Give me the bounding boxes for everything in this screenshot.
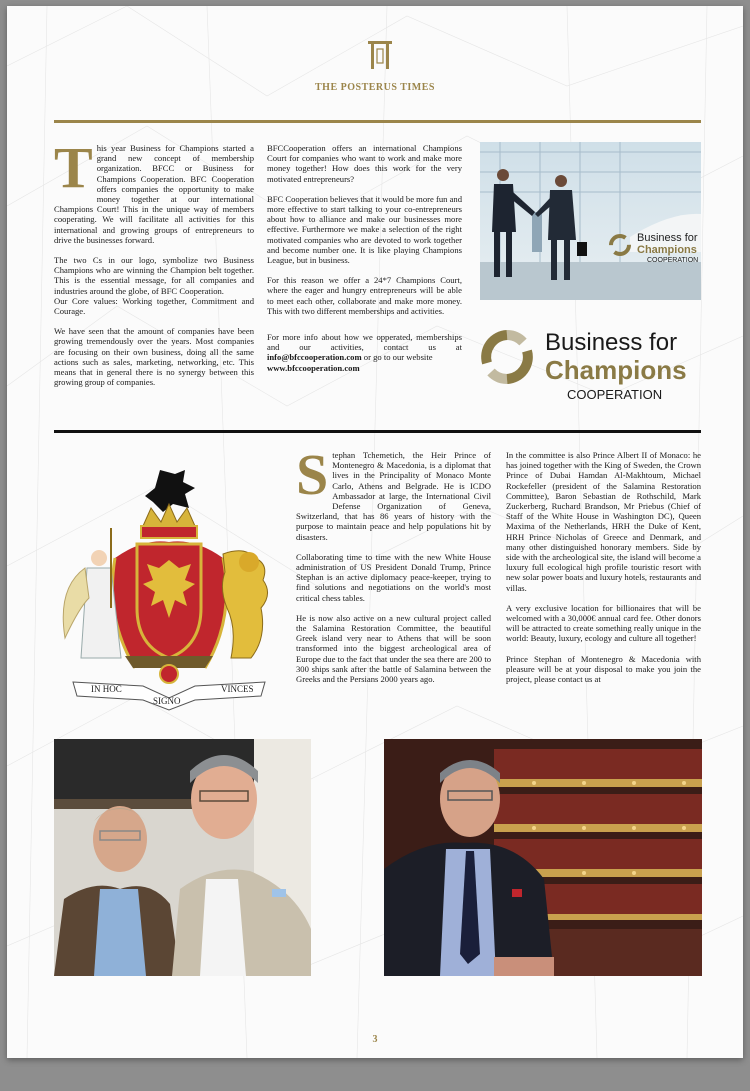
photo-badge-line1: Business for — [637, 232, 698, 244]
article1-p1: his year Business for Champions started a grand new concept of membership organization. BFCC or Business for Champions Cooperation. BFC Cooperation offers companies the opportunity to make money together at our international Champions Court! This in the unique way of members cooperating. We will facilitate all activities for this international and growing groups of entrepreneurs to drive the businesses forward. — [54, 143, 254, 245]
coat-of-arms-illustration — [55, 468, 283, 713]
article1-contact: For more info about how we opperated, memberships and our activities, contact us at info@bfccooperation.com or go to our website www.bfccooperation.com — [267, 332, 462, 373]
page-number: 3 — [372, 1034, 378, 1045]
logo-line1: Business for — [545, 329, 678, 356]
bfc-logo — [477, 324, 707, 404]
article1-p2: The two Cs in our logo, symbolize two Business Champions who are winning the Champion belt together. This is the essential message, for all companies and industries around the globe, of BFC Cooperation. — [54, 255, 254, 296]
article1-column2 — [267, 143, 462, 383]
pi-logo-icon — [367, 40, 393, 70]
two-men-photo — [54, 739, 311, 976]
coat-of-arms — [55, 468, 283, 713]
article1-column1 — [54, 135, 254, 397]
handshake-illustration — [480, 142, 701, 300]
article2-column1 — [296, 442, 491, 694]
handshake-photo — [480, 142, 701, 300]
theater-photo — [384, 739, 702, 976]
photo-badge-line2: Champions — [637, 244, 697, 256]
bfc-cc-icon — [479, 329, 535, 385]
logo-line2: Champions — [545, 355, 687, 385]
black-divider — [54, 430, 701, 433]
article2-col2-p3: Prince Stephan of Montenegro & Macedonia with pleasure will be at your disposal to make you join the project, please contact us at — [506, 653, 701, 685]
dropcap-s: S — [296, 442, 329, 507]
article2-p1: tephan Tchemetich, the Heir Prince of Montenegro & Macedonia, is a diplomat that lives in the Principality of Monaco Monte Carlo, Athens and Belgrade. He is ICDO Ambassador at large, the International Civil Defense Organization of Geneva, Switzerland, that has 86 years of history with the purpose to maintain peace and help populations hit by disasters. — [296, 450, 491, 542]
dropcap-t: T — [54, 135, 93, 200]
article1-col2-p3: For this reason we offer a 24*7 Champions Court, where the eager and hungry entrepreneurs will be able to meet each other, collaborate and make more money. This with two different memberships and activities. — [267, 275, 462, 316]
article2-col2-p1: In the committee is also Prince Albert II of Monaco: he has joined together with the King of Sweden, the Crown Prince of Dubai Hamdan Al-Makhtoum, Michael Rockefeller (president of the Salamina Restoration Committee), Baron Sebastian de Rothschild, Mark Zuckerberg, Ruchard Brandson, Mr Priebus (Chief of Staff of the White House in Washington DC), Queen Maxima of the Netherlands, HRH the Duke of Kent, HRH Prince Nicholas of Greece and Denmark, and many other distinguished honorary members. Side by side with the archeological site, the island will become a luxury full ecological high profile touristic resort with new solar power boats and luxury hotels, restaurants and villas. — [506, 450, 701, 593]
website-link[interactable]: www.bfccooperation.com — [267, 362, 360, 373]
article2-col2-p2: A very exclusive location for billionaires that will be welcomed with a 30,000€ annual card fee. Other donors will be attracted to create something really unique in the world: Beauty, luxury, ecology and culture all together! — [506, 602, 701, 644]
article2-p3: He is now also active on a new cultural project called the Salamina Restoration Committee, the beautiful Greek island very near to Athens that will be soon transformed into the biggest archeological area of Europe due to the fact that under the sea there are 200 to 300 ships sank after the battle of Salamina between the Greeks and the Persians 2000 years ago. — [296, 612, 491, 685]
gold-divider — [54, 120, 701, 123]
article1-p3: We have seen that the amount of companies have been growing tremendously over the years. Most companies are focusing on their own business, doing all the same actions such as sales, marketing, networking, etc. This means that in general there is no synergy between this growing group of companies. — [54, 326, 254, 388]
article2-column2 — [506, 450, 701, 694]
photo-badge-line3: COOPERATION — [647, 257, 699, 264]
logo-line3: COOPERATION — [567, 387, 663, 402]
article1-core-values: Our Core values: Working together, Commitment and Courage. — [54, 295, 254, 317]
email-link[interactable]: info@bfccooperation.com — [267, 352, 362, 363]
article1-col2-p1: BFCCooperation offers an international Champions Court for companies who want to work and make more money together! How does this work for the very motivated entrepreneurs? — [267, 143, 462, 184]
motto-center: SIGNO — [153, 696, 181, 706]
magazine-page — [7, 6, 743, 1058]
article2-p2: Collaborating time to time with the new White House administration of US President Donald Trump, Prince Stephan is an active diplomacy peace-keeper, trying to find solutions and negotiations on the world's most critical chess tables. — [296, 551, 491, 603]
motto-left: IN HOC — [91, 684, 122, 694]
theater-illustration — [384, 739, 702, 976]
publication-title: THE POSTERUS TIMES — [315, 82, 435, 93]
article1-col2-p2: BFC Cooperation believes that it would be more fun and more effective to start talking to your co-entrepreneurs about how to alliance and make our businesses more effective. Furthermore we make a selection of the right motivated companies who are devoted to work together and become number one. It is like playing Champions League, but in business. — [267, 193, 462, 266]
motto-right: VINCES — [221, 684, 254, 694]
two-men-illustration — [54, 739, 311, 976]
